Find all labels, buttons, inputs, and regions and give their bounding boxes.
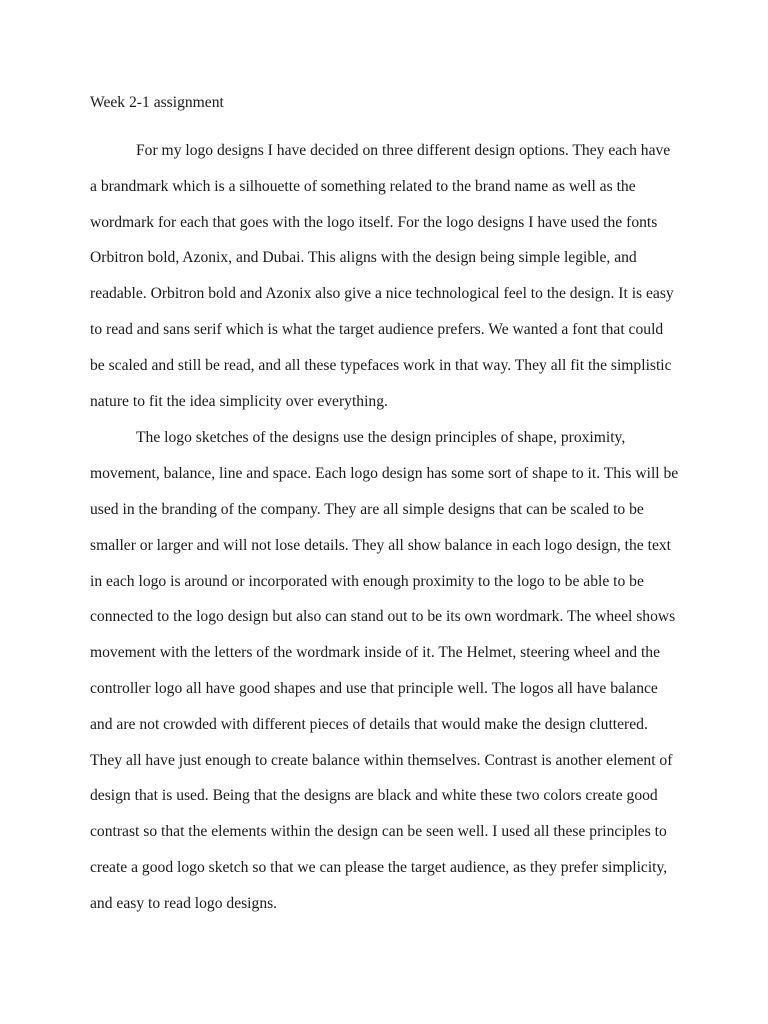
document-title: Week 2-1 assignment	[90, 94, 224, 111]
paragraph-fonts: For my logo designs I have decided on three different design options. They each have a brandmark which is a silhouette of something related to the brand name as well as the wordmark for each that goes with the logo itself. For the logo designs I have used the fonts Orbitron bold, Azonix, and Dubai. This aligns with the design being simple legible, and readable. Orbitron bold and Azonix also give a nice technological feel to the design. It is easy to read and sans serif which is what the target audience prefers. We wanted a font that could be scaled and still be read, and all these typefaces work in that way. They all fit the simplistic nature to fit the idea simplicity over everything.	[90, 142, 674, 410]
paragraph-design-principles: The logo sketches of the designs use the design principles of shape, proximity, movement, balance, line and space. Each logo design has some sort of shape to it. This will be used in the branding of the company. They are all simple designs that can be scaled to be smaller or larger and will not lose details. They all show balance in each logo design, the text in each logo is around or incorporated with enough proximity to the logo to be able to be connected to the logo design but also can stand out to be its own wordmark. The wheel shows movement with the letters of the wordmark inside of it. The Helmet, steering wheel and the controller logo all have good shapes and use that principle well. The logos all have balance and are not crowded with different pieces of details that would make the design cluttered. They all have just enough to create balance within themselves. Contrast is another element of design that is used. Being that the designs are black and white these two colors create good contrast so that the elements within the design can be seen well. I used all these principles to create a good logo sketch so that we can please the target audience, as they prefer simplicity, and easy to read logo designs.	[90, 429, 679, 912]
document-body	[90, 88, 680, 922]
